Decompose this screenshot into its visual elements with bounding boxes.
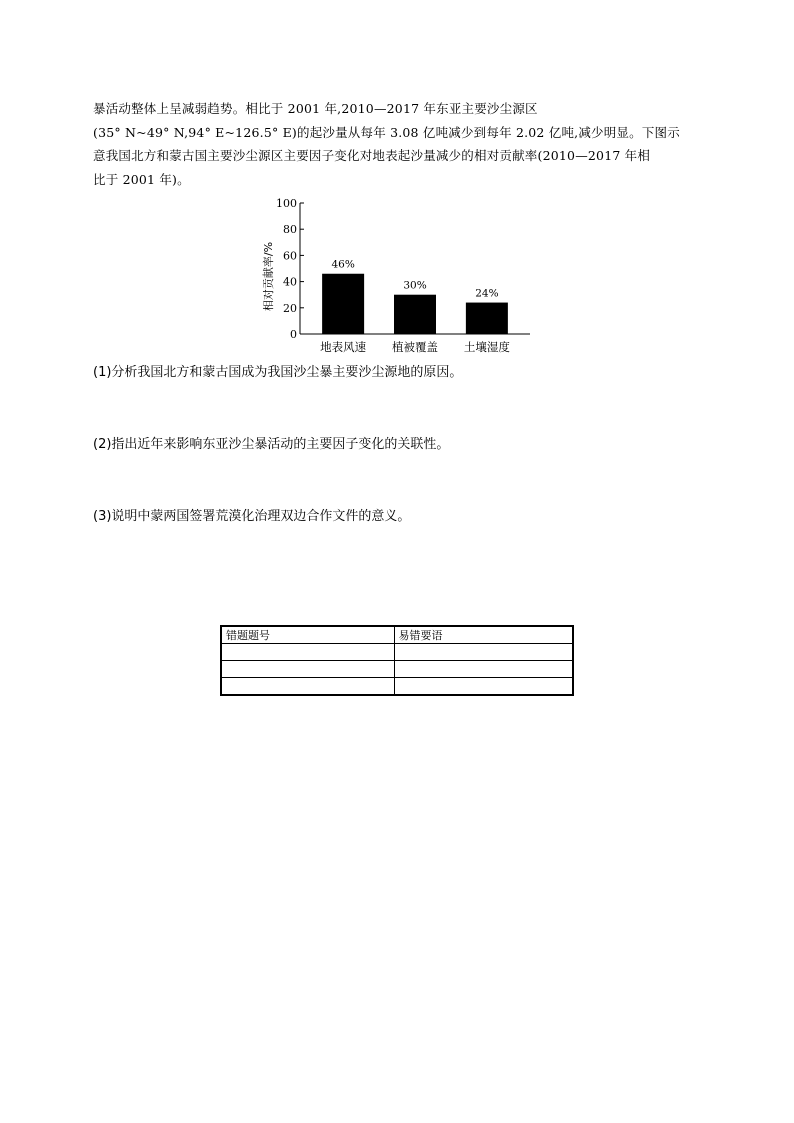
y-tick-label: 20 (283, 301, 297, 315)
table-cell[interactable] (221, 661, 394, 678)
table-header-cell: 错题题号 (221, 626, 394, 644)
y-tick-label: 80 (283, 223, 297, 237)
intro-line: 比于 2001 年)。 (93, 171, 190, 187)
table-row (221, 661, 573, 678)
x-category-label: 地表风速 (320, 340, 367, 354)
bar-value-label: 30% (403, 279, 427, 292)
table-cell[interactable] (394, 661, 573, 678)
table-header-cell: 易错要语 (394, 626, 573, 644)
table-cell[interactable] (394, 644, 573, 661)
table-cell[interactable] (394, 678, 573, 696)
y-tick-label: 0 (290, 328, 297, 341)
intro-paragraph (93, 97, 703, 191)
bar (322, 274, 364, 334)
x-category-label: 植被覆盖 (392, 340, 438, 354)
intro-line: 意我国北方和蒙古国主要沙尘源区主要因子变化对地表起沙量减少的相对贡献率(2010—2017 年相 (93, 148, 651, 163)
table-cell[interactable] (221, 678, 394, 696)
bar-value-label: 24% (475, 287, 499, 300)
bar (466, 303, 508, 334)
question-1: (1)分析我国北方和蒙古国成为我国沙尘暴主要沙尘源地的原因。 (93, 365, 463, 380)
intro-line: 暴活动整体上呈减弱趋势。相比于 2001 年,2010—2017 年东亚主要沙尘源区 (93, 101, 538, 116)
question-3: (3)说明中蒙两国签署荒漠化治理双边合作文件的意义。 (93, 509, 411, 524)
table-cell[interactable] (221, 644, 394, 661)
y-axis-label: 相对贡献率/% (262, 241, 275, 312)
question-2: (2)指出近年来影响东亚沙尘暴活动的主要因子变化的关联性。 (93, 437, 450, 452)
y-tick-label: 60 (283, 249, 297, 263)
table-header-row (221, 626, 573, 644)
intro-line: (35° N~49° N,94° E~126.5° E)的起沙量从每年 3.08 亿吨减少到每年 2.02 亿吨,减少明显。下图示 (93, 124, 680, 140)
x-category-label: 土壤湿度 (463, 340, 510, 354)
bar (394, 295, 436, 334)
y-tick-label: 100 (276, 197, 297, 210)
table-row (221, 678, 573, 696)
table-row (221, 644, 573, 661)
bar-chart-svg (255, 195, 545, 360)
bar-chart (255, 195, 545, 360)
y-tick-label: 40 (283, 275, 297, 289)
bar-value-label: 46% (331, 258, 355, 271)
error-record-table (220, 625, 574, 696)
